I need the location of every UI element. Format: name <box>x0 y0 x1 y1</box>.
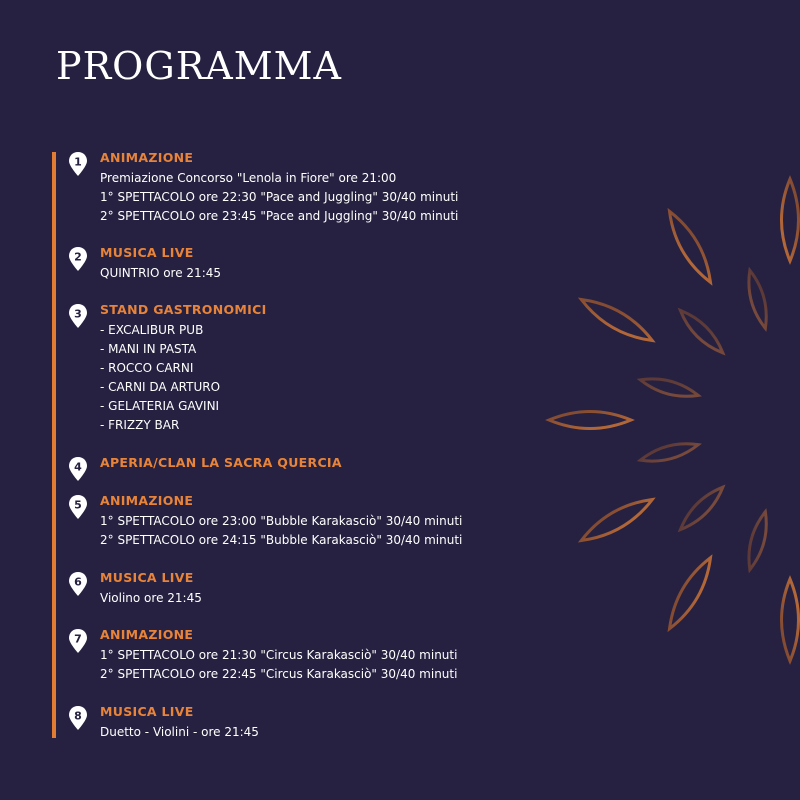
program-line: - EXCALIBUR PUB <box>100 323 204 337</box>
svg-text:8: 8 <box>74 709 82 723</box>
program-line: 1° SPETTACOLO ore 23:00 "Bubble Karakasciò" 30/40 minuti <box>100 514 463 528</box>
program-line: 2° SPETTACOLO ore 23:45 "Pace and Juggling" 30/40 minuti <box>100 209 459 223</box>
section-heading: MUSICA LIVE <box>100 245 194 260</box>
program-line: Premiazione Concorso "Lenola in Fiore" ore 21:00 <box>100 171 397 185</box>
svg-text:3: 3 <box>74 307 82 321</box>
program-line: - CARNI DA ARTURO <box>100 380 221 394</box>
section-heading: STAND GASTRONOMICI <box>100 302 267 317</box>
section-heading: MUSICA LIVE <box>100 570 194 585</box>
program-line: - ROCCO CARNI <box>100 361 194 375</box>
program-line: Violino ore 21:45 <box>100 591 202 605</box>
section-heading: ANIMAZIONE <box>100 627 194 642</box>
program-line: - FRIZZY BAR <box>100 418 180 432</box>
svg-text:4: 4 <box>74 460 82 474</box>
number-pin-icon <box>68 705 88 731</box>
number-pin-icon <box>68 494 88 520</box>
svg-text:7: 7 <box>74 632 82 646</box>
number-pin-icon <box>68 151 88 177</box>
section-heading: APERIA/CLAN LA SACRA QUERCIA <box>100 455 342 470</box>
page-title: PROGRAMMA <box>56 44 343 88</box>
svg-text:2: 2 <box>74 250 82 264</box>
svg-text:5: 5 <box>74 498 82 512</box>
program-line: 2° SPETTACOLO ore 24:15 "Bubble Karakasciò" 30/40 minuti <box>100 533 463 547</box>
number-pin-icon <box>68 456 88 482</box>
svg-text:6: 6 <box>74 575 82 589</box>
svg-text:1: 1 <box>74 155 82 169</box>
program-line: - GELATERIA GAVINI <box>100 399 220 413</box>
program-line: - MANI IN PASTA <box>100 342 197 356</box>
number-pin-icon <box>68 628 88 654</box>
number-pin-icon <box>68 571 88 597</box>
program-line: 1° SPETTACOLO ore 21:30 "Circus Karakasciò" 30/40 minuti <box>100 648 458 662</box>
program-line: QUINTRIO ore 21:45 <box>100 266 222 280</box>
number-pin-icon <box>68 303 88 329</box>
program-line: 1° SPETTACOLO ore 22:30 "Pace and Juggling" 30/40 minuti <box>100 190 459 204</box>
number-pin-icon <box>68 246 88 272</box>
section-heading: ANIMAZIONE <box>100 150 194 165</box>
section-heading: MUSICA LIVE <box>100 704 194 719</box>
program-line: Duetto - Violini - ore 21:45 <box>100 725 259 739</box>
program-line: 2° SPETTACOLO ore 22:45 "Circus Karakasciò" 30/40 minuti <box>100 667 458 681</box>
section-heading: ANIMAZIONE <box>100 493 194 508</box>
